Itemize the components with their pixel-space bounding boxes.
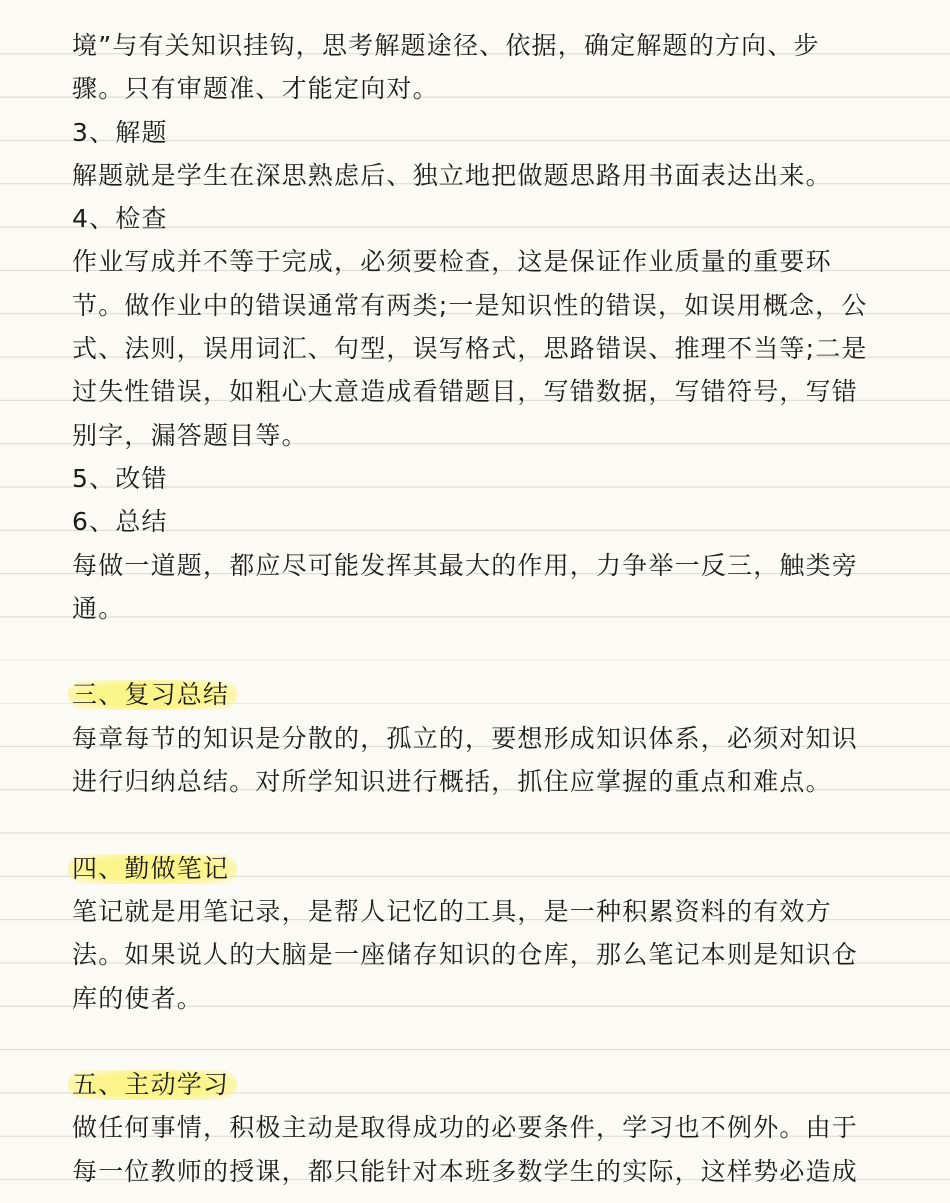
text-line: 每一位教师的授课，都只能针对本班多数学生的实际，这样势必造成 (72, 1156, 859, 1186)
step-heading: 4、检查 (72, 204, 168, 234)
text-line: 每章每节的知识是分散的，孤立的，要想形成知识体系，必须对知识 (72, 723, 859, 753)
text-line: 通。 (72, 593, 125, 623)
text-line: 别字，漏答题目等。 (72, 420, 308, 450)
blank-line (72, 803, 892, 846)
notebook-text (72, 24, 892, 1193)
highlight-mark: 四、勤做笔记 (68, 854, 237, 884)
text-line: 库的使者。 (72, 983, 204, 1013)
text-line: 进行归纳总结。对所学知识进行概括，抓住应掌握的重点和难点。 (72, 767, 832, 797)
step-heading: 3、解题 (72, 117, 168, 147)
blank-line (72, 630, 892, 673)
text-line: 骤。只有审题准、才能定向对。 (72, 74, 439, 104)
text-line: 做任何事情，积极主动是取得成功的必要条件，学习也不例外。由于 (72, 1113, 859, 1143)
step-heading: 5、改错 (72, 463, 168, 493)
text-line: 法。如果说人的大脑是一座储存知识的仓库，那么笔记本则是知识仓 (72, 940, 859, 970)
highlight-mark: 五、主动学习 (68, 1070, 237, 1100)
text-line: 每做一道题，都应尽可能发挥其最大的作用，力争举一反三，触类旁 (72, 550, 859, 580)
text-line: 境”与有关知识挂钩，思考解题途径、依据，确定解题的方向、步 (72, 31, 820, 60)
section-heading-notes (72, 847, 892, 890)
text-line: 作业写成并不等于完成，必须要检查，这是保证作业质量的重要环 (72, 247, 832, 277)
text-line: 笔记就是用笔记录，是帮人记忆的工具，是一种积累资料的有效方 (72, 896, 832, 926)
section-heading-review (72, 673, 892, 716)
text-line: 节。做作业中的错误通常有两类;一是知识性的错误，如误用概念，公 (72, 290, 868, 320)
highlight-mark: 三、复习总结 (68, 680, 237, 710)
step-heading: 6、总结 (72, 507, 168, 537)
text-line: 解题就是学生在深思熟虑后、独立地把做题思路用书面表达出来。 (72, 160, 832, 190)
blank-line (72, 1020, 892, 1063)
text-line: 过失性错误，如粗心大意造成看错题目，写错数据，写错符号，写错 (72, 377, 859, 407)
section-heading-active-learning (72, 1063, 892, 1106)
text-line: 式、法则，误用词汇、句型，误写格式，思路错误、推理不当等;二是 (72, 334, 868, 364)
